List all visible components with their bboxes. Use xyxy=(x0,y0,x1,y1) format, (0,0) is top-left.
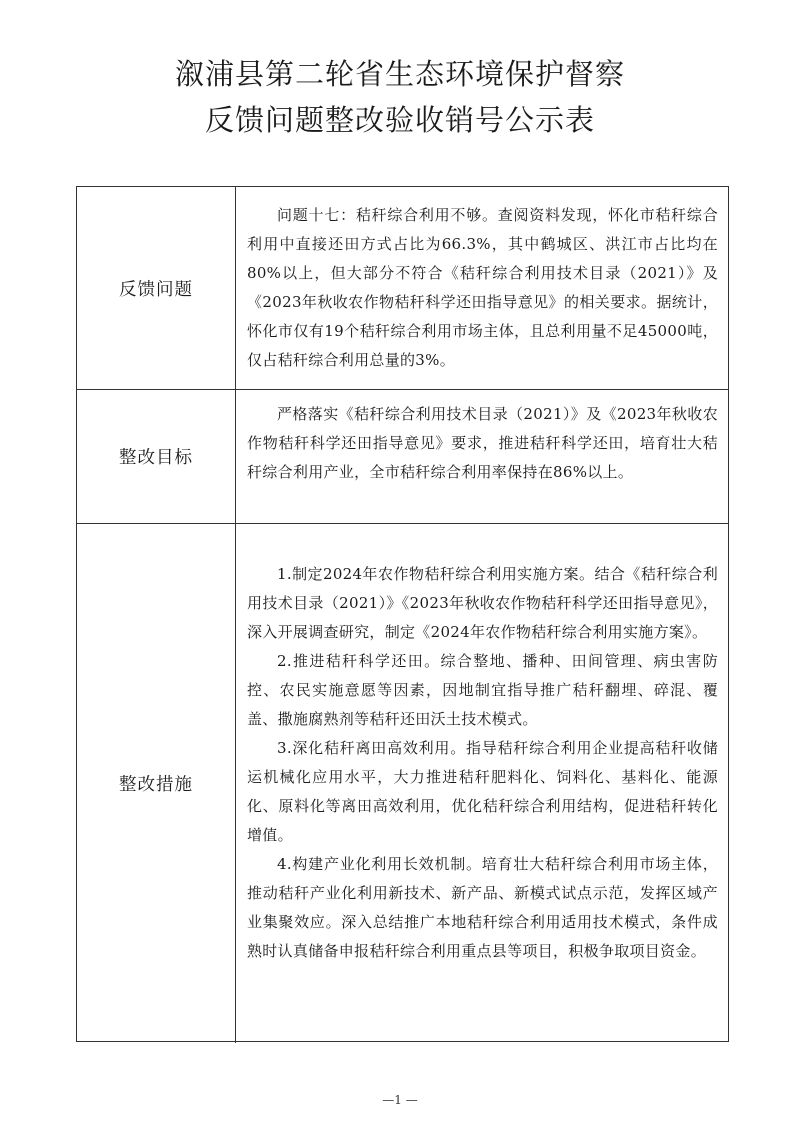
page-title-line2: 反馈问题整改验收销号公示表 xyxy=(204,103,595,137)
measure-paragraph-2: 2.推进秸秆科学还田。综合整地、播种、田间管理、病虫害防控、农民实施意愿等因素，因地制宜指导推广秸秆翻埋、碎混、覆盖、撒施腐熟剂等秸秆还田沃土技术模式。 xyxy=(247,652,718,728)
paragraph: 问题十七：秸秆综合利用不够。查阅资料发现，怀化市秸秆综合利用中直接还田方式占比为66.3%，其中鹤城区、洪江市占比均在80%以上，但大部分不符合《秸秆综合利用技术目录（2021）》及《2023年秋收农作物秸秆科学还田指导意见》的相关要求。据统计，怀化市仅有19个秸秆综合利用市场主体，且总利用量不足45000吨，仅占秸秆综合利用总量的3%。 xyxy=(247,206,718,369)
row-label-rectification-measures: 整改措施 xyxy=(77,524,236,1043)
row-content-rectification-goal xyxy=(247,400,718,487)
measure-paragraph-4: 4.构建产业化利用长效机制。培育壮大秸秆综合利用市场主体，推动秸秆产业化利用新技术、新产品、新模式试点示范，发挥区域产业集聚效应。深入总结推广本地秸秆综合利用适用技术模式，条件成熟时认真储备申报秸秆综合利用重点县等项目，积极争取项目资金。 xyxy=(247,855,718,960)
row-label-rectification-goal: 整改目标 xyxy=(77,390,236,523)
measure-paragraph-3: 3.深化秸秆离田高效利用。指导秸秆综合利用企业提高秸秆收储运机械化应用水平，大力推进秸秆肥料化、饲料化、基料化、能源化、原料化等离田高效利用，优化秸秆综合利用结构，促进秸秆转化增值。 xyxy=(247,739,718,844)
paragraph: 严格落实《秸秆综合利用技术目录（2021）》及《2023年秋收农作物秸秆科学还田指导意见》要求，推进秸秆科学还田，培育壮大秸秆综合利用产业，全市秸秆综合利用率保持在86%以上。 xyxy=(247,405,718,481)
page-title-line1: 溆浦县第二轮省生态环境保护督察 xyxy=(174,57,625,91)
measure-paragraph-1: 1.制定2024年农作物秸秆综合利用实施方案。结合《秸秆综合利用技术目录（2021）》《2023年秋收农作物秸秆科学还田指导意见》，深入开展调查研究，制定《2024年农作物秸秆综合利用实施方案》。 xyxy=(247,565,718,641)
table-row-rectification-goal xyxy=(77,389,728,523)
row-label-feedback-issue: 反馈问题 xyxy=(77,187,236,389)
page-number: —1 — xyxy=(382,1093,418,1107)
table-row-feedback-issue xyxy=(77,187,728,389)
row-content-rectification-measures xyxy=(247,560,718,966)
rectification-table xyxy=(76,186,729,1042)
row-content-feedback-issue xyxy=(247,201,718,375)
table-row-rectification-measures xyxy=(77,523,728,1043)
